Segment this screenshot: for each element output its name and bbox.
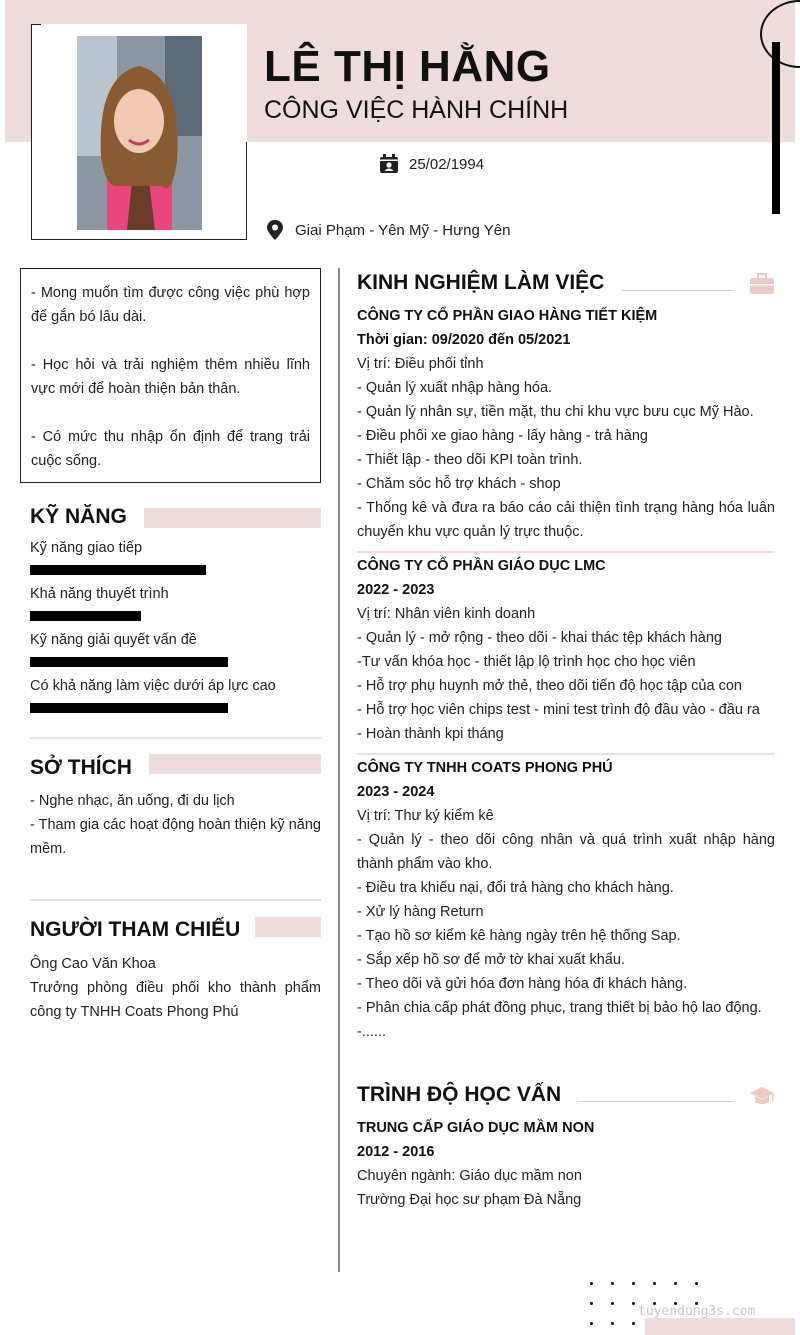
reference-name: Ông Cao Văn Khoa xyxy=(30,956,156,972)
career-objective xyxy=(20,268,321,483)
graduation-cap-icon xyxy=(749,1085,775,1107)
job-divider xyxy=(357,753,775,755)
education-major: Chuyên ngành: Giáo dục mầm non xyxy=(357,1168,582,1184)
skill-label: Kỹ năng giải quyết vấn đề xyxy=(30,632,197,648)
job-detail: - Quản lý - theo dõi công nhân và quá trình xuất nhập hàng thành phẩm vào kho. xyxy=(357,832,775,872)
job-detail: Vị trí: Thư ký kiểm kê xyxy=(357,808,494,824)
job-detail: - Xử lý hàng Return xyxy=(357,904,484,920)
location-pin-icon xyxy=(265,220,285,240)
job-detail: - Phân chia cấp phát đồng phục, trang thiết bị bảo hộ lao động. xyxy=(357,1000,762,1016)
experience-item xyxy=(357,554,775,746)
address-value: Giai Phạm - Yên Mỹ - Hưng Yên xyxy=(295,221,511,239)
skill-label: Có khả năng làm việc dưới áp lực cao xyxy=(30,678,276,694)
objective-line: - Có mức thu nhập ổn định để trang trải cuộc sống. xyxy=(31,429,310,469)
job-detail: - Quản lý nhân sự, tiền mặt, thu chi khu vực bưu cục Mỹ Hào. xyxy=(357,404,754,420)
job-detail: - Chăm sóc hỗ trợ khách - shop xyxy=(357,476,561,492)
job-detail: -Tư vấn khóa học - thiết lập lộ trình học cho học viên xyxy=(357,654,696,670)
objective-line: - Mong muốn tìm được công việc phù hợp để gắn bó lâu dài. xyxy=(31,285,310,325)
experience-title-line xyxy=(622,290,734,291)
skill-level-bar xyxy=(30,657,228,667)
education-university: Trường Đại học sư phạm Đà Nẵng xyxy=(357,1192,582,1208)
skill-label: Khả năng thuyết trình xyxy=(30,586,169,602)
experience-title: KINH NGHIỆM LÀM VIỆC xyxy=(357,271,605,294)
birthday-row xyxy=(379,154,484,174)
job-detail: Vị trí: Điều phối tỉnh xyxy=(357,356,484,372)
skills-title-accent xyxy=(144,508,321,528)
job-detail: - Hỗ trợ học viên chips test - mini test trình độ đầu vào - đầu ra xyxy=(357,702,760,718)
skill-level-bar xyxy=(30,611,141,621)
skill-label: Kỹ năng giao tiếp xyxy=(30,540,143,556)
company-name: CÔNG TY TNHH COATS PHONG PHÚ xyxy=(357,760,613,776)
experience-item xyxy=(357,304,775,544)
experience-item xyxy=(357,756,775,1044)
hobbies-title-accent xyxy=(149,754,321,774)
job-detail: Vị trí: Nhân viên kinh doanh xyxy=(357,606,536,622)
job-detail: - Điều tra khiếu nại, đổi trả hàng cho khách hàng. xyxy=(357,880,674,896)
skill-level-bar xyxy=(30,565,206,575)
job-detail: - Sắp xếp hồ sơ để mở tờ khai xuất khẩu. xyxy=(357,952,625,968)
section-divider xyxy=(30,899,321,901)
school-name: TRUNG CẤP GIÁO DỤC MẦM NON xyxy=(357,1120,595,1136)
hobbies-title: SỞ THÍCH xyxy=(30,756,132,779)
job-detail: - Hoàn thành kpi tháng xyxy=(357,726,504,742)
hobby-item: - Tham gia các hoạt động hoàn thiện kỹ năng mềm. xyxy=(30,817,321,857)
calendar-icon xyxy=(379,154,399,174)
job-detail: - Thiết lập - theo dõi KPI toàn trình. xyxy=(357,452,583,468)
skills-title: KỸ NĂNG xyxy=(30,505,127,528)
company-name: CÔNG TY CỔ PHẦN GIAO HÀNG TIẾT KIỆM xyxy=(357,308,658,324)
briefcase-icon xyxy=(749,273,775,295)
job-detail: -...... xyxy=(357,1024,386,1040)
reference-details xyxy=(30,952,321,1024)
column-divider xyxy=(338,268,340,1272)
job-period: 2022 - 2023 xyxy=(357,582,435,598)
birthday-value: 25/02/1994 xyxy=(409,155,485,173)
reference-title-accent xyxy=(255,917,321,937)
job-period: Thời gian: 09/2020 đến 05/2021 xyxy=(357,332,571,348)
reference-title: NGƯỜI THAM CHIẾU xyxy=(30,918,241,941)
company-name: CÔNG TY CỔ PHẦN GIÁO DỤC LMC xyxy=(357,558,606,574)
avatar xyxy=(77,36,202,230)
job-detail: - Theo dõi và gửi hóa đơn hàng hóa đi khách hàng. xyxy=(357,976,688,992)
objective-line: - Học hỏi và trải nghiệm thêm nhiều lĩnh vực mới để hoàn thiện bản thân. xyxy=(31,357,310,397)
hobby-item: - Nghe nhạc, ăn uống, đi du lịch xyxy=(30,793,235,809)
job-detail: - Tạo hồ sơ kiểm kê hàng ngày trên hệ thống Sap. xyxy=(357,928,681,944)
job-period: 2023 - 2024 xyxy=(357,784,435,800)
section-divider xyxy=(30,737,321,739)
decorative-bar xyxy=(772,42,780,214)
reference-position: Trưởng phòng điều phối kho thành phẩm công ty TNHH Coats Phong Phú xyxy=(30,980,321,1020)
education-period: 2012 - 2016 xyxy=(357,1144,435,1160)
job-detail: - Điều phối xe giao hàng - lấy hàng - trả hàng xyxy=(357,428,648,444)
job-detail: - Hỗ trợ phụ huynh mở thẻ, theo dõi tiến độ học tập của con xyxy=(357,678,742,694)
education-title-line xyxy=(577,1101,734,1102)
job-detail: - Quản lý - mở rộng - theo dõi - khai thác tệp khách hàng xyxy=(357,630,722,646)
watermark: tuyendung3s.com xyxy=(638,1304,756,1319)
desired-position: CÔNG VIỆC HÀNH CHÍNH xyxy=(264,96,569,124)
skill-level-bar xyxy=(30,703,228,713)
job-divider xyxy=(357,551,775,553)
hobbies-list xyxy=(30,789,321,861)
education-item xyxy=(357,1116,775,1212)
education-title: TRÌNH ĐỘ HỌC VẤN xyxy=(357,1083,562,1106)
full-name: LÊ THỊ HẰNG xyxy=(264,42,551,91)
job-detail: - Quản lý xuất nhập hàng hóa. xyxy=(357,380,553,396)
job-detail: - Thống kê và đưa ra báo cáo cải thiện tình trạng hàng hóa luân chuyển khu vực quản lý trực thuộc. xyxy=(357,500,775,540)
address-row xyxy=(265,220,510,240)
footer-accent xyxy=(645,1318,795,1335)
